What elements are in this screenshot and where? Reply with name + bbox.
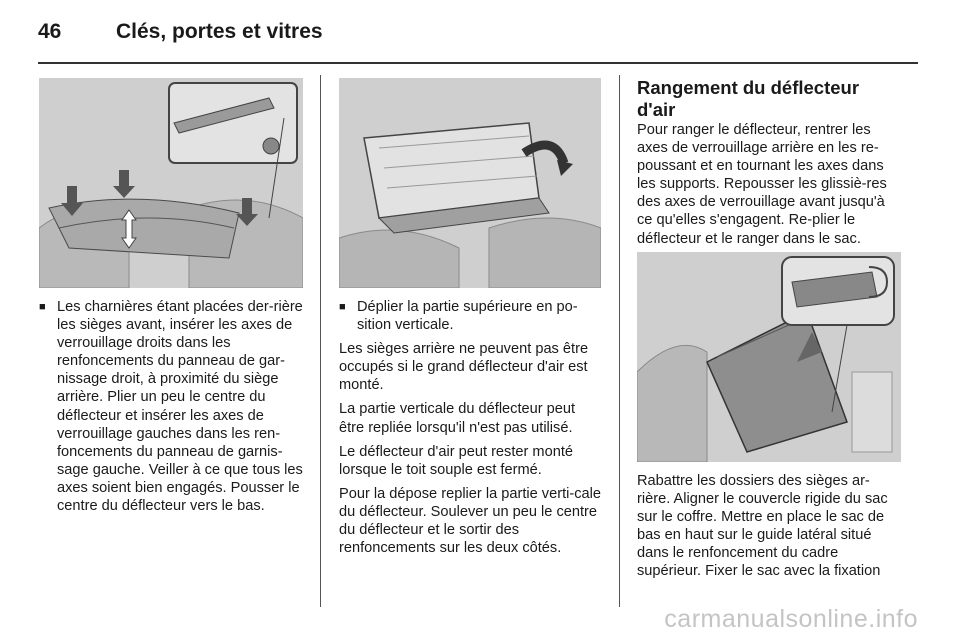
paragraph: Les sièges arrière ne peuvent pas être occupés si le grand déflecteur d'air est monté. (339, 341, 589, 394)
column-2-text (339, 298, 601, 563)
deflector-unfold-illustration (339, 78, 601, 288)
column-3-text-bottom (637, 472, 901, 587)
instruction-bullet: ■ Les charnières étant placées der-rière les sièges avant, insérer les axes de verrouillage droits dans les renfoncements du panneau de gar-nissage droit, à proximité du siège arrière. Plier un peu le centre du déflecteur et insérer les axes de verrouillage gauches dans les ren-foncements du panneau de garnis-sage gauche. Veiller à ce que tous les axes soient bien engagés. Pousser le centre du déflecteur vers le bas. (39, 298, 305, 515)
paragraph: Rabattre les dossiers des sièges ar-rière. Aligner le couvercle rigide du sac sur le coffre. Mettre en place le sac de bas en haut sur le guide latéral situé dans le renfoncement du cadre supérieur. Fixer le sac avec la fixation (637, 473, 888, 580)
column-separator-right (619, 75, 620, 607)
instruction-bullet: ■ Déplier la partie supérieure en po-sition verticale. (339, 298, 601, 334)
deflector-installation-illustration (39, 78, 303, 288)
paragraph: Pour ranger le déflecteur, rentrer les axes de verrouillage arrière en les re-poussant et en tournant les axes dans les supports. Repousser les glissiè-res des axes de verrouillage avant jusqu'à ce qu'elles s'engagent. Re-plier le déflecteur et le ranger dans le sac. (637, 122, 887, 247)
paragraph: Le déflecteur d'air peut rester monté lorsque le toit souple est fermé. (339, 443, 573, 478)
column-separator-left (320, 75, 321, 607)
paragraph: Pour la dépose replier la partie verti-cale du déflecteur. Soulever un peu le centre du déflecteur et le sortir des renfoncements sur les deux côtés. (339, 485, 602, 557)
chapter-title: Clés, portes et vitres (116, 20, 323, 43)
page-number: 46 (38, 20, 62, 43)
section-heading: Rangement du déflecteur d'air (637, 77, 860, 120)
column-3-text-top (637, 77, 901, 254)
header-rule (38, 62, 918, 64)
storage-bag-illustration (637, 252, 901, 462)
watermark: carmanualsonline.info (664, 605, 918, 633)
column-1-text (39, 298, 305, 521)
paragraph: La partie verticale du déflecteur peut être repliée lorsqu'il n'est pas utilisé. (339, 401, 576, 436)
